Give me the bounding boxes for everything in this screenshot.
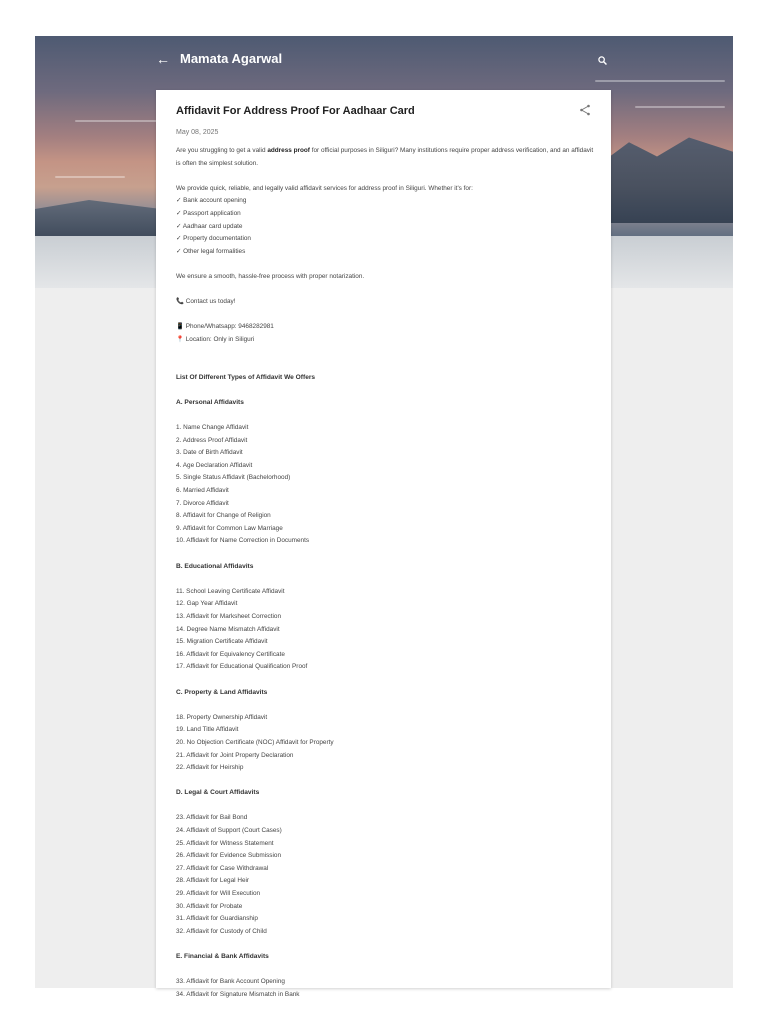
list-item: 23. Affidavit for Bail Bond (176, 814, 248, 822)
list-item: 22. Affidavit for Heirship (176, 764, 244, 772)
services-intro: We provide quick, reliable, and legally valid affidavit services for address proof in Siliguri. Whether it's for: (176, 184, 473, 192)
list-item: 7. Divorce Affidavit (176, 499, 229, 507)
list-item: 34. Affidavit for Signature Mismatch in Bank (176, 990, 300, 998)
list-item: 4. Age Declaration Affidavit (176, 461, 253, 469)
search-icon[interactable] (598, 56, 607, 65)
list-item: 26. Affidavit for Evidence Submission (176, 852, 282, 860)
list-item: 13. Affidavit for Marksheet Correction (176, 612, 282, 620)
affidavit-list-legal (176, 812, 596, 938)
list-item: 6. Married Affidavit (176, 487, 229, 495)
list-item: 31. Affidavit for Guardianship (176, 915, 258, 923)
list-item: 2. Address Proof Affidavit (176, 436, 248, 444)
checklist-item: ✓ Aadhaar card update (176, 222, 243, 230)
section-title: E. Financial & Bank Affidavits (176, 953, 269, 960)
list-item: 17. Affidavit for Educational Qualification Proof (176, 663, 308, 671)
post-title[interactable]: Affidavit For Address Proof For Aadhaar Card (176, 105, 415, 117)
list-item: 14. Degree Name Mismatch Affidavit (176, 625, 280, 633)
list-item: 25. Affidavit for Witness Statement (176, 839, 274, 847)
list-item: 24. Affidavit of Support (Court Cases) (176, 827, 282, 835)
section-title: B. Educational Affidavits (176, 562, 254, 570)
list-item: 8. Affidavit for Change of Religion (176, 512, 271, 520)
list-item: 1. Name Change Affidavit (176, 424, 249, 432)
affidavit-list-property (176, 712, 596, 775)
list-item: 32. Affidavit for Custody of Child (176, 927, 267, 935)
section-title: D. Legal & Court Affidavits (176, 789, 260, 797)
list-item: 21. Affidavit for Joint Property Declaration (176, 751, 294, 759)
list-item: 5. Single Status Affidavit (Bachelorhood) (176, 474, 291, 482)
blog-title[interactable]: Mamata Agarwal (180, 51, 283, 66)
affidavit-list-personal (176, 422, 596, 548)
checklist-item: ✓ Property documentation (176, 235, 251, 243)
affidavit-list-financial (176, 976, 596, 1001)
list-item: 10. Affidavit for Name Correction in Documents (176, 537, 310, 545)
affidavit-list-educational (176, 586, 596, 674)
checklist-item: ✓ Bank account opening (176, 197, 247, 205)
list-heading: List Of Different Types of Affidavit We Offers (176, 373, 316, 381)
list-item: 28. Affidavit for Legal Heir (176, 877, 250, 885)
list-item: 27. Affidavit for Case Withdrawal (176, 864, 269, 872)
section-title: C. Property & Land Affidavits (176, 688, 268, 696)
post-date: May 08, 2025 (176, 129, 219, 136)
service-checklist (176, 195, 596, 258)
list-item: 19. Land Title Affidavit (176, 726, 239, 734)
list-item: 29. Affidavit for Will Execution (176, 890, 261, 898)
list-item: 15. Migration Certificate Affidavit (176, 638, 268, 646)
list-item: 16. Affidavit for Equivalency Certificate (176, 650, 285, 658)
list-item: 30. Affidavit for Probate (176, 902, 243, 910)
checklist-item: ✓ Other legal formalities (176, 247, 246, 255)
checklist-item: ✓ Passport application (176, 209, 241, 217)
phone-text: 📱 Phone/Whatsapp: 9468282981 (176, 323, 274, 331)
list-item: 33. Affidavit for Bank Account Opening (176, 978, 285, 986)
section-title: A. Personal Affidavits (176, 398, 244, 406)
list-item: 18. Property Ownership Affidavit (176, 713, 268, 721)
ensure-text: We ensure a smooth, hassle-free process with proper notarization. (176, 272, 365, 280)
post-card (156, 90, 611, 998)
list-item: 3. Date of Birth Affidavit (176, 449, 243, 457)
arrow-left-icon[interactable]: ← (156, 51, 170, 67)
location-text: 📍 Location: Only in Siliguri (176, 335, 255, 343)
intro-paragraph: Are you struggling to get a valid address proof for official purposes in Siliguri? Many institutions require proper address verification, and an affidavit is often the simplest solution. (176, 147, 594, 167)
list-item: 11. School Leaving Certificate Affidavit (176, 587, 285, 595)
list-item: 9. Affidavit for Common Law Marriage (176, 524, 283, 532)
blog-header (35, 36, 733, 86)
contact-text: 📞 Contact us today! (176, 298, 236, 306)
list-item: 12. Gap Year Affidavit (176, 600, 238, 608)
post-body (176, 145, 596, 1001)
list-item: 20. No Objection Certificate (NOC) Affidavit for Property (176, 738, 334, 746)
